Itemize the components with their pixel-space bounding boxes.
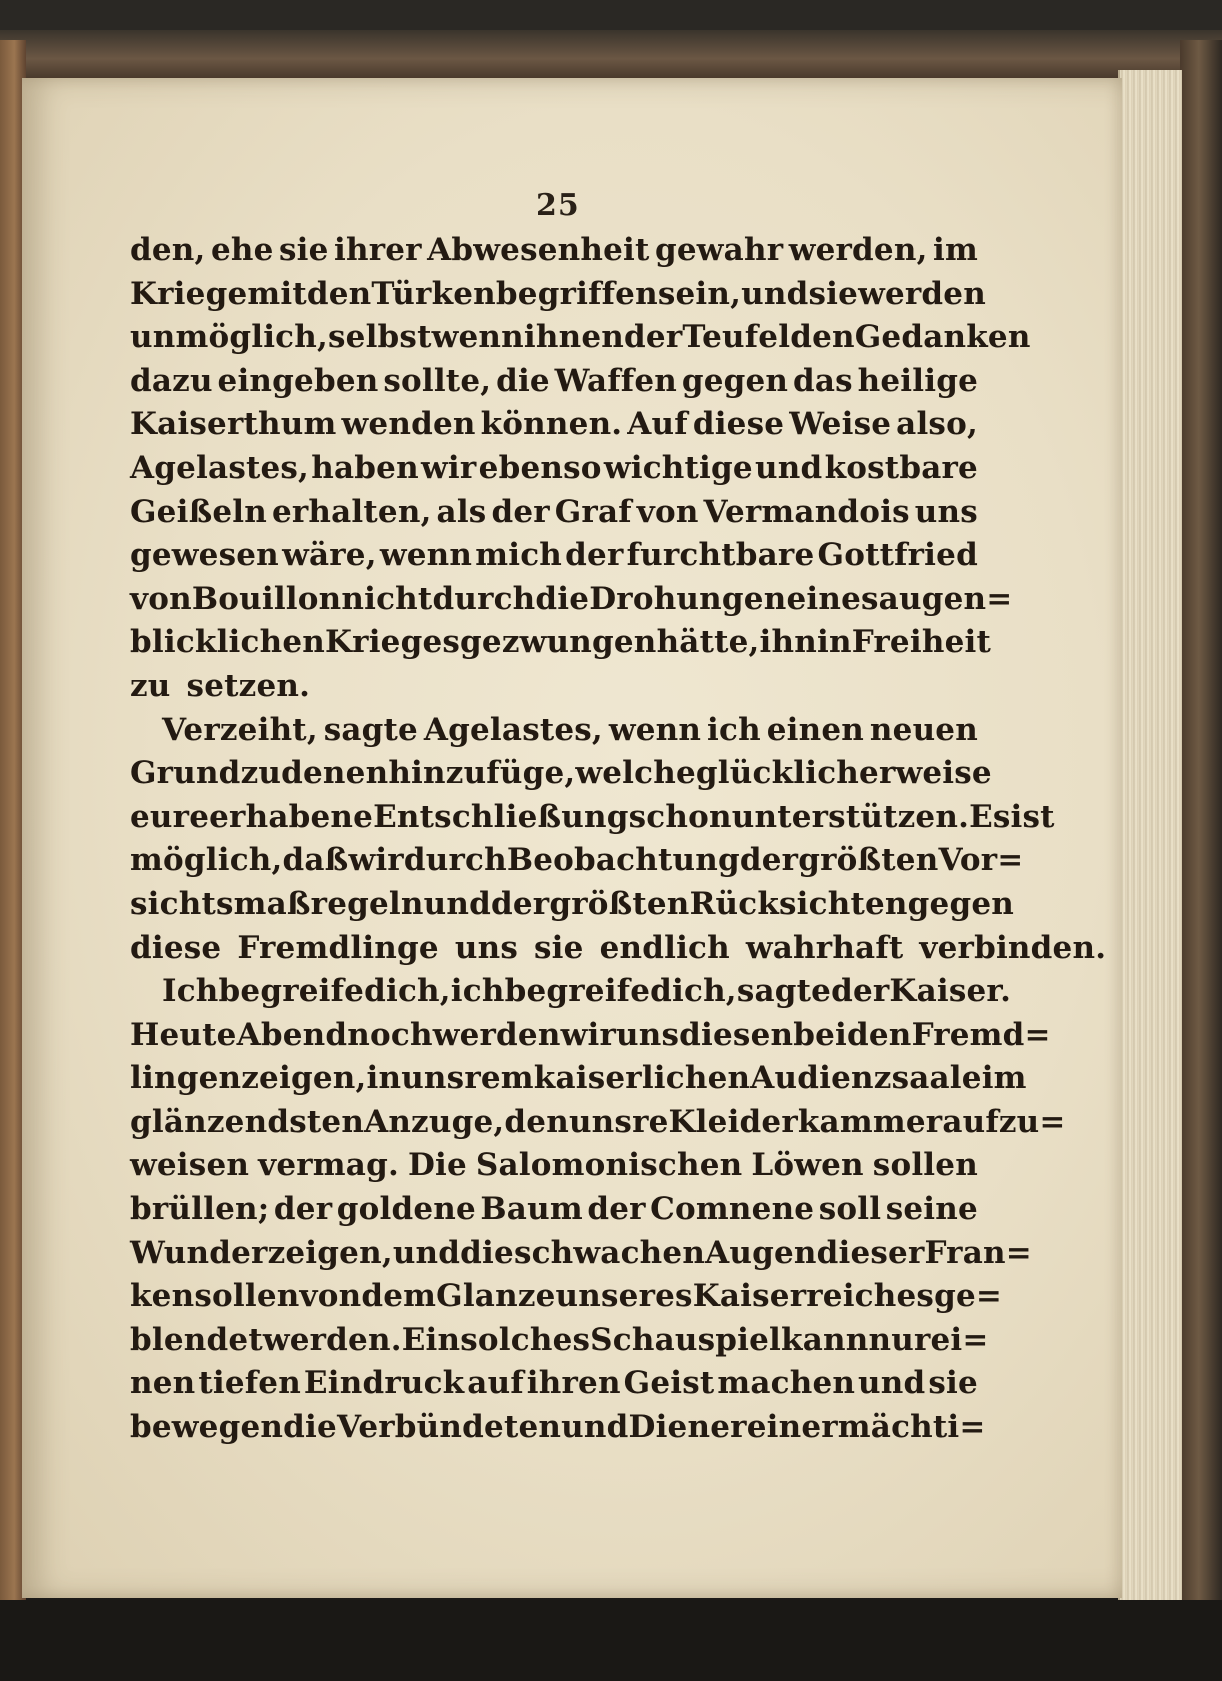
text-word: haben [311,449,419,486]
text-word: Schauspiel [590,1321,782,1358]
text-word: gewesen [130,537,279,574]
text-word: Glanze [436,1278,556,1315]
text-line [130,273,986,317]
text-word: verbinden. [919,929,1107,966]
text-word: kaiserlichen [533,1060,751,1097]
text-word: ich [450,973,505,1010]
text-word: der [490,885,550,922]
text-word: uns [616,1016,680,1053]
text-word: diese [130,929,222,966]
text-word: die [283,1409,337,1446]
text-word: aufzu= [942,1103,1066,1140]
text-word: vermag. [258,1147,399,1184]
text-word: augen= [878,580,1013,617]
text-word: zeigen, [267,1234,393,1271]
text-word: heilige [857,362,978,399]
text-word: sollen [194,1278,300,1315]
text-word: den [504,1103,569,1140]
text-word: wichtige [603,449,753,486]
text-word: Auf [627,406,688,443]
text-word: seine [885,1191,978,1228]
text-word: mächti= [837,1409,986,1446]
text-word: Fremd= [911,1016,1051,1053]
text-word: der [624,319,683,356]
text-word: Gedanken [854,319,1031,356]
text-line [130,447,978,491]
cover-top-edge [0,30,1222,78]
text-word: Baum [480,1191,583,1228]
text-word: uns [914,493,978,530]
text-word: Bouillon [191,580,342,617]
text-word: sollen [872,1147,978,1184]
text-word: Agelastes, [423,711,603,748]
text-word: der [739,842,799,879]
text-line [130,578,1013,622]
text-word: der [831,973,890,1010]
text-word: diesen [679,1016,794,1053]
page-number: 25 [536,188,580,223]
text-word: schon [628,798,732,835]
text-word: Comnene [650,1191,815,1228]
text-word: Kaiserreiches [692,1278,935,1315]
text-word: unsrem [401,1060,534,1097]
text-word: nur [868,1321,931,1358]
text-word: weisen [130,1147,250,1184]
text-word: kostbare [824,449,978,486]
text-word: dazu [130,362,213,399]
text-word: brüllen; [130,1191,270,1228]
text-word: schwachen [513,1234,706,1271]
text-word: ihn [759,624,818,661]
text-word: können. [480,406,623,443]
text-line [130,1362,978,1406]
text-word: Freiheit [851,624,991,661]
text-line [130,534,978,578]
text-word: sie [808,275,859,312]
text-word: sie [928,1365,978,1402]
text-line [130,229,978,273]
text-word: Beobachtung [506,842,740,879]
text-word: die [496,362,550,399]
text-word: eure [130,798,210,835]
text-word: Geißeln [130,493,267,530]
body-text [130,229,1107,1450]
text-word: zu [130,667,171,704]
text-word: furchtbare [626,537,815,574]
text-word: sagte [323,711,418,748]
text-word: ist [1010,798,1055,835]
text-word: Drohungen [589,580,787,617]
text-word: in [366,1060,402,1097]
text-word: Ich [162,973,219,1010]
text-word: welche [575,755,696,792]
text-word: begreife [504,973,651,1010]
text-word: wir [560,1016,616,1053]
text-word: im [981,1060,1027,1097]
text-line [130,1014,1051,1058]
text-word: den [306,275,372,312]
text-word: der [273,1191,333,1228]
text-word: lingen [130,1060,242,1097]
text-word: gegen [907,885,1014,922]
text-word: Türken [371,275,496,312]
text-word: Kaiser. [889,973,1012,1010]
text-word: Fran= [924,1234,1032,1271]
page-edges [1118,70,1182,1600]
text-word: Diener [628,1409,747,1446]
text-word: unterstützen. [731,798,970,835]
text-word: sie [534,929,584,966]
text-word: unsre [568,1103,669,1140]
text-word: Augen [705,1234,817,1271]
text-word: Abwesenheit [427,232,650,268]
text-word: eines [786,580,879,617]
text-line [130,1101,1066,1145]
text-word: gewahr [655,232,784,268]
text-word: wir [421,449,477,486]
text-word: also, [896,406,978,443]
text-word: Gottfried [817,537,978,574]
text-word: Kaiserthum [130,406,337,443]
text-word: von [130,580,192,617]
text-word: neuen [869,711,978,748]
text-word: einer [746,1409,838,1446]
text-word: ehe [210,232,274,268]
text-word: tiefen [198,1365,301,1402]
text-line [130,709,978,753]
text-line [130,1144,978,1188]
text-word: dem [361,1278,437,1315]
text-word: endlich [599,929,730,966]
text-word: wäre, [282,537,377,574]
text-line [130,1232,1032,1276]
text-word: Es [969,798,1011,835]
text-word: Audienzsaale [750,1060,982,1097]
text-line [130,621,991,665]
text-word: Eindruck [303,1365,465,1402]
text-word: Krieges [325,624,461,661]
text-line [130,403,978,447]
text-word: Graf [554,493,632,530]
text-word: werden [858,275,986,312]
text-word: als [436,493,487,530]
text-word: ken [130,1278,195,1315]
text-word: begriffen [495,275,658,312]
text-word: ihrer [334,232,422,268]
text-word: Teufel [682,319,791,356]
text-word: eingeben [217,362,379,399]
text-word: begreife [218,973,365,1010]
text-word: ich [707,711,761,748]
text-word: ge= [934,1278,1003,1315]
text-word: glücklicherweise [695,755,992,792]
text-word: zeigen, [241,1060,367,1097]
text-word: unseres [555,1278,693,1315]
text-word: Fremdlinge [237,929,439,966]
text-word: denen [281,755,389,792]
text-word: Wunder [130,1234,268,1271]
text-word: Waffen [554,362,677,399]
text-word: der [565,537,624,574]
text-word: hätte, [656,624,760,661]
text-word: größten [549,885,690,922]
text-word: ebenso [478,449,602,486]
text-word: das [792,362,853,399]
text-word: nen [130,1365,196,1402]
text-word: diese [692,406,785,443]
text-line [130,316,1031,360]
text-word: die [535,580,590,617]
text-word: erhalten, [271,493,432,530]
text-word: gegen [681,362,789,399]
text-word: durch [403,842,507,879]
text-word: Kriege [130,275,248,312]
text-word: wenn [431,319,524,356]
text-word: erhabene [209,798,374,835]
text-line [130,360,978,404]
text-word: und [392,1234,461,1271]
cover-bottom-edge [0,1600,1222,1681]
text-word: sein, [657,275,742,312]
text-word: beiden [793,1016,912,1053]
text-word: Die [407,1147,467,1184]
text-word: Entschließung [373,798,629,835]
text-word: wahrhaft [745,929,904,966]
text-word: soll [818,1191,882,1228]
text-line [130,1275,1003,1319]
text-word: im [933,232,978,268]
text-word: Ein [401,1321,461,1358]
text-word: setzen. [186,667,311,704]
text-word: Grund [130,755,241,792]
text-word: wir [348,842,404,879]
text-word: daß [282,842,349,879]
text-word: Löwen [751,1147,864,1184]
text-word: Heute [130,1016,237,1053]
text-word: in [817,624,852,661]
text-word: und [755,449,823,486]
text-word: ihnen [523,319,625,356]
text-word: hinzufüge, [388,755,576,792]
text-word: bewegen [130,1409,284,1446]
text-word: den [790,319,855,356]
text-word: goldene [336,1191,476,1228]
text-word: wenn [379,537,473,574]
text-line [130,839,1024,883]
text-word: durch [432,580,536,617]
text-word: Anzuge, [364,1103,505,1140]
text-word: Verbündeten [336,1409,562,1446]
text-word: werden. [262,1321,402,1358]
text-word: einen [766,711,865,748]
text-word: sagte [736,973,832,1010]
text-line [130,883,1014,927]
text-line [130,796,1055,840]
text-word: Agelastes, [130,449,310,486]
text-word: glänzendsten [130,1103,365,1140]
text-word: den, [130,232,206,268]
text-word: Salomonischen [475,1147,743,1184]
text-word: wenn [608,711,702,748]
text-word: zu [240,755,282,792]
text-word: dieser [816,1234,925,1271]
text-word: wenden [341,406,476,443]
text-line [130,1057,1027,1101]
text-word: solches [460,1321,591,1358]
text-word: von [299,1278,362,1315]
text-word: die [460,1234,514,1271]
text-word: möglich, [130,842,283,879]
text-word: gezwungen [460,624,657,661]
text-word: mit [247,275,307,312]
text-word: mich [475,537,563,574]
text-word: Verzeiht, [162,711,318,748]
text-word: Weise [789,406,892,443]
cover-right-edge [1180,40,1222,1600]
text-word: und [561,1409,629,1446]
text-line [130,927,1107,971]
text-word: selbst [328,319,432,356]
text-word: Rücksichten [689,885,908,922]
text-word: ei= [930,1321,989,1358]
text-word: der [491,493,550,530]
text-line [130,752,992,796]
text-word: größten [798,842,939,879]
text-word: und [423,885,491,922]
text-word: werden, [788,232,928,268]
text-word: unmöglich, [130,319,328,356]
text-word: werden [432,1016,561,1053]
text-line [130,1188,978,1232]
text-line [130,1319,989,1363]
text-word: sollte, [383,362,492,399]
text-word: Geist [623,1365,715,1402]
text-word: machen [717,1365,856,1402]
text-word: Vor= [938,842,1024,879]
text-word: sie [279,232,329,268]
text-word: von [636,493,699,530]
text-word: nicht [341,580,433,617]
text-word: blendet [130,1321,263,1358]
text-word: blicklichen [130,624,326,661]
text-word: sichtsmaßregeln [130,885,424,922]
text-line [130,491,978,535]
text-word: ihren [526,1365,621,1402]
text-line [130,1406,986,1450]
text-word: kann [781,1321,869,1358]
text-word: Kleiderkammer [668,1103,943,1140]
text-word: der [587,1191,646,1228]
text-line [130,665,978,709]
text-word: Abend [236,1016,348,1053]
text-word: Vermandois [703,493,910,530]
text-word: und [741,275,809,312]
text-word: und [858,1365,926,1402]
text-line [130,970,1012,1014]
text-word: dich, [650,973,737,1010]
text-word: auf [467,1365,524,1402]
text-word: uns [454,929,518,966]
text-word: dich, [364,973,451,1010]
text-word: noch [347,1016,433,1053]
